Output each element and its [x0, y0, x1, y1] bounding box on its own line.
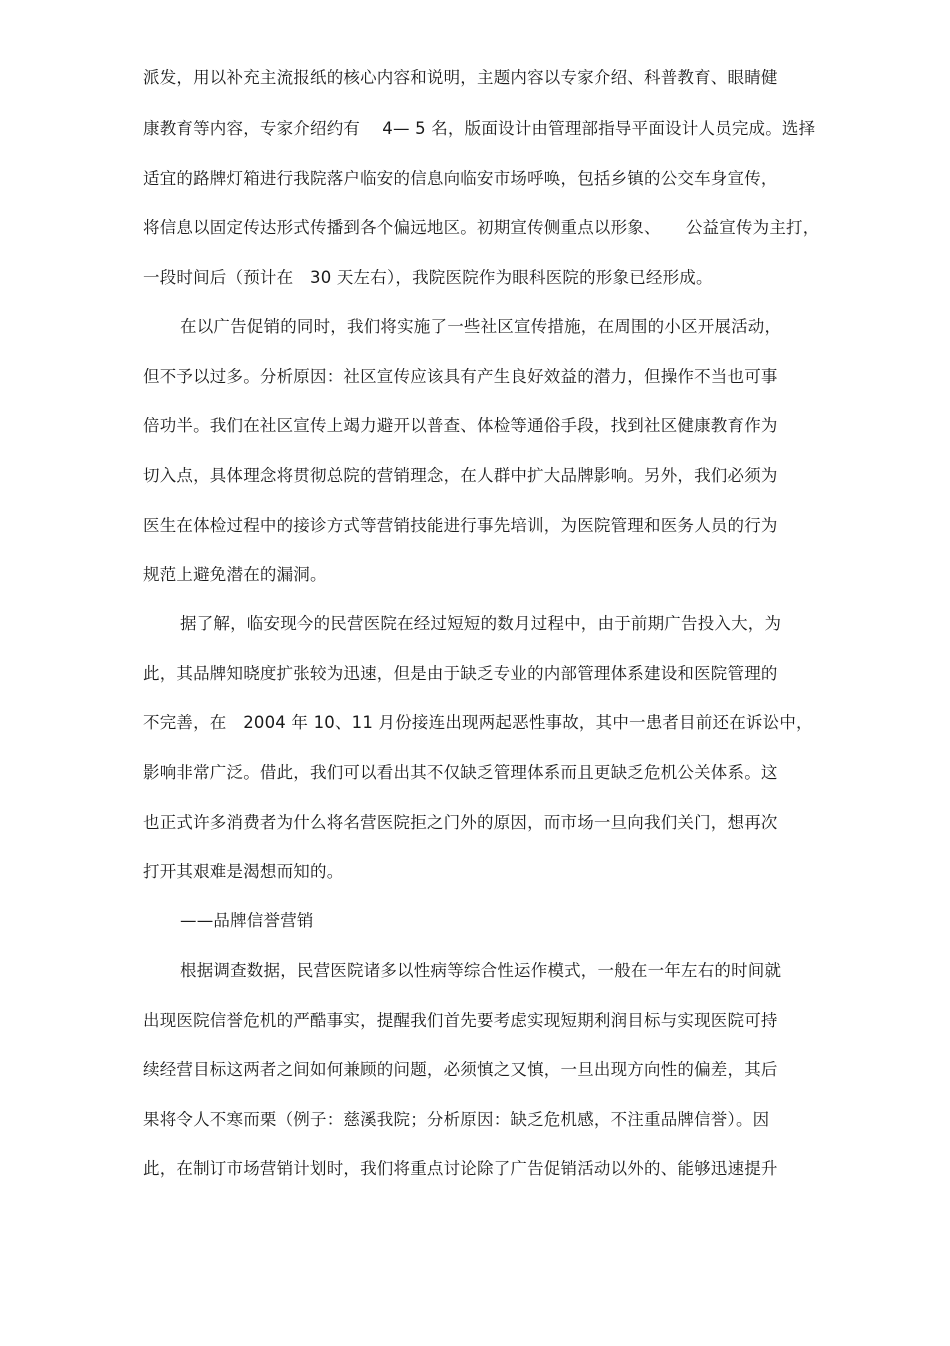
paragraph-first-line: 根据调查数据，民营医院诸多以性病等综合性运作模式，一般在一年左右的时间就	[180, 961, 782, 980]
text-line: 不完善，在 2004 年 10、11 月份接连出现两起恶性事故，其中一患者目前还在诉讼中，	[143, 713, 813, 732]
text-line: 切入点，具体理念将贯彻总院的营销理念，在人群中扩大品牌影响。另外，我们必须为	[143, 466, 778, 485]
text-line: 此，其品牌知晓度扩张较为迅速，但是由于缺乏专业的内部管理体系建设和医院管理的	[143, 664, 778, 683]
text-line: 续经营目标这两者之间如何兼顾的问题，必须慎之又慎，一旦出现方向性的偏差，其后	[143, 1060, 778, 1079]
text-line: 也正式许多消费者为什么将名营医院拒之门外的原因，而市场一旦向我们关门，想再次	[143, 813, 778, 832]
text-line: 出现医院信誉危机的严酷事实，提醒我们首先要考虑实现短期利润目标与实现医院可持	[143, 1011, 778, 1030]
section-heading: ——品牌信誉营销	[180, 911, 314, 930]
text-line: 打开其艰难是渴想而知的。	[143, 862, 344, 881]
text-line: 一段时间后（预计在 30 天左右），我院医院作为眼科医院的形象已经形成。	[143, 268, 713, 287]
text-line: 规范上避免潜在的漏洞。	[143, 565, 327, 584]
text-line: 此，在制订市场营销计划时，我们将重点讨论除了广告促销活动以外的、能够迅速提升	[143, 1159, 778, 1178]
text-line: 康教育等内容，专家介绍约有 4— 5 名，版面设计由管理部指导平面设计人员完成。选择	[143, 119, 816, 138]
text-line: 但不予以过多。分析原因：社区宣传应该具有产生良好效益的潜力，但操作不当也可事	[143, 367, 778, 386]
text-line: 影响非常广泛。借此，我们可以看出其不仅缺乏管理体系而且更缺乏危机公关体系。这	[143, 763, 778, 782]
text-line: 适宜的路牌灯箱进行我院落户临安的信息向临安市场呼唤，包括乡镇的公交车身宣传，	[143, 169, 778, 188]
text-line: 倍功半。我们在社区宣传上竭力避开以普查、体检等通俗手段，找到社区健康教育作为	[143, 416, 778, 435]
text-line: 将信息以固定传达形式传播到各个偏远地区。初期宣传侧重点以形象、 公益宣传为主打，	[143, 218, 820, 237]
paragraph-first-line: 据了解，临安现今的民营医院在经过短短的数月过程中，由于前期广告投入大，为	[180, 614, 782, 633]
paragraph-first-line: 在以广告促销的同时，我们将实施了一些社区宣传措施，在周围的小区开展活动，	[180, 317, 782, 336]
text-line: 派发，用以补充主流报纸的核心内容和说明，主题内容以专家介绍、科普教育、眼睛健	[143, 68, 778, 87]
text-line: 果将令人不寒而栗（例子：慈溪我院；分析原因：缺乏危机感，不注重品牌信誉）。因	[143, 1110, 770, 1129]
text-line: 医生在体检过程中的接诊方式等营销技能进行事先培训，为医院管理和医务人员的行为	[143, 516, 778, 535]
